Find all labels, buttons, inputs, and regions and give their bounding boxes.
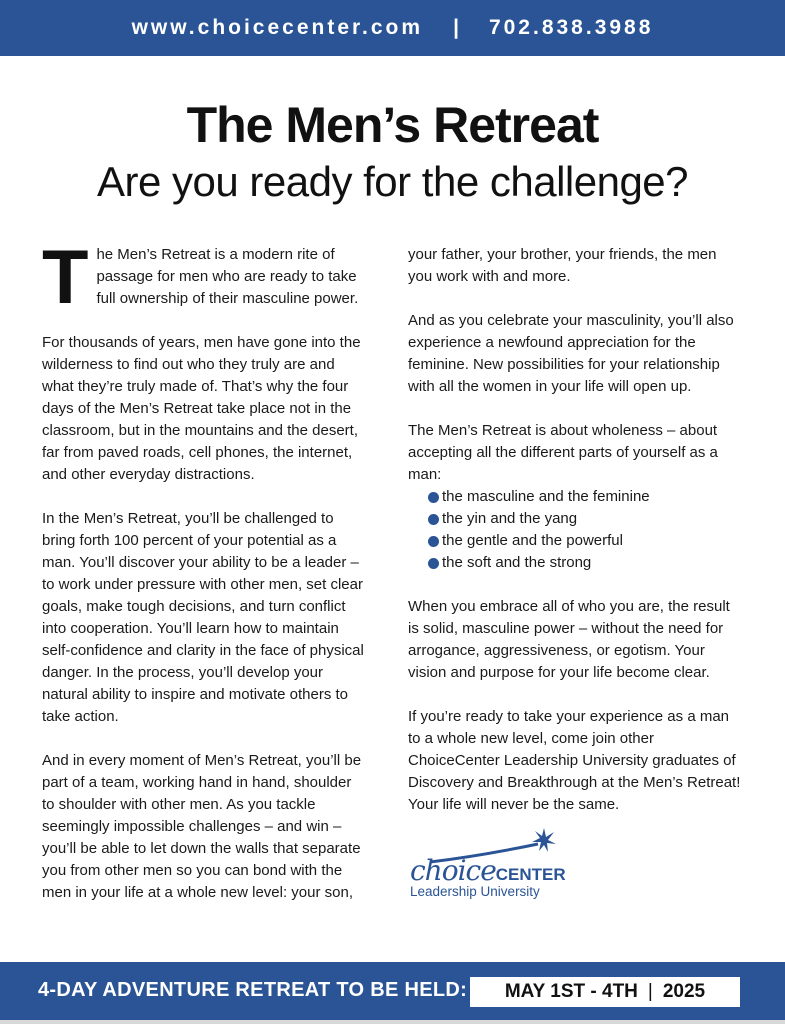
- bottom-strip: [0, 1020, 785, 1024]
- paragraph-invitation: If you’re ready to take your experience as a man to a whole new level, come join other ChoiceCenter Leadership University graduates of Discovery and Breakthrough at the Men’s Retreat! Your life will never be the same.: [408, 708, 741, 813]
- intro-text: he Men’s Retreat is a modern rite of passage for men who are ready to take full ownership of their masculine power.: [96, 246, 359, 307]
- paragraph-wholeness: The Men’s Retreat is about wholeness – about accepting all the different parts of yourself as a man:: [408, 422, 718, 483]
- logo-subtitle: Leadership University: [410, 884, 540, 899]
- paragraph-embrace: When you embrace all of who you are, the result is solid, masculine power – without the need for arrogance, aggressiveness, or egotism. Your vision and purpose for your life become clear.: [408, 598, 730, 681]
- paragraph-challenge: In the Men’s Retreat, you’ll be challenged to bring forth 100 percent of your potential as a man. You’ll discover your ability to be a leader – to work under pressure with other men, set clear goals, make tough decisions, and turn conflict into cooperation. You’ll learn how to maintain self-confidence and clarity in the face of physical danger. In the process, you’ll develop your natural ability to inspire and motivate others to take action.: [42, 510, 364, 725]
- intro-paragraph: [42, 235, 367, 320]
- paragraph-continued: your father, your brother, your friends, the men you work with and more.: [408, 246, 717, 285]
- left-column: [42, 235, 367, 926]
- list-item: the gentle and the powerful: [428, 530, 743, 552]
- footer-label: 4-DAY ADVENTURE RETREAT TO BE HELD:: [38, 979, 468, 1001]
- bullet-dot-icon: [428, 492, 439, 503]
- list-item: the masculine and the feminine: [428, 486, 743, 508]
- paragraph-wilderness: For thousands of years, men have gone into the wilderness to find out who they truly are and what they’re truly made of. That’s why the four days of the Men’s Retreat take place not in the classroom, but in the mountains and the desert, far from paved roads, cell phones, the internet, and other everyday distractions.: [42, 334, 361, 483]
- bullet-dot-icon: [428, 514, 439, 525]
- list-item: the soft and the strong: [428, 552, 743, 574]
- date-box: [470, 977, 740, 1007]
- retreat-year: 2025: [662, 981, 706, 1002]
- bullet-dot-icon: [428, 558, 439, 569]
- retreat-dates: MAY 1ST - 4TH: [504, 981, 638, 1002]
- header-separator: |: [453, 16, 459, 39]
- page-title: The Men’s Retreat: [186, 97, 599, 153]
- phone-number[interactable]: 702.838.3988: [488, 16, 654, 39]
- wholeness-list: [408, 486, 743, 574]
- date-separator: |: [647, 981, 653, 1002]
- header-bar: [0, 0, 785, 56]
- logo-wordmark: choiceCENTER: [410, 854, 566, 887]
- page-subtitle: Are you ready for the challenge?: [96, 158, 689, 205]
- paragraph-feminine: And as you celebrate your masculinity, you’ll also experience a newfound appreciation for the feminine. New possibilities for your relationship with all the women in your life will open up.: [408, 312, 734, 395]
- website-link[interactable]: www.choicecenter.com: [131, 16, 424, 39]
- choicecenter-logo: [410, 826, 570, 902]
- bullet-dot-icon: [428, 536, 439, 547]
- paragraph-team: And in every moment of Men’s Retreat, you’ll be part of a team, working hand in hand, shoulder to shoulder with other men. As you tackle seemingly impossible challenges – and win – you’ll be able to let down the walls that separate you from other men so you can bond with the men in your life at a whole new level: your son,: [42, 752, 362, 901]
- drop-cap: T: [42, 235, 89, 320]
- list-item: the yin and the yang: [428, 508, 743, 530]
- right-column: [408, 244, 743, 838]
- footer-bar: [0, 962, 785, 1020]
